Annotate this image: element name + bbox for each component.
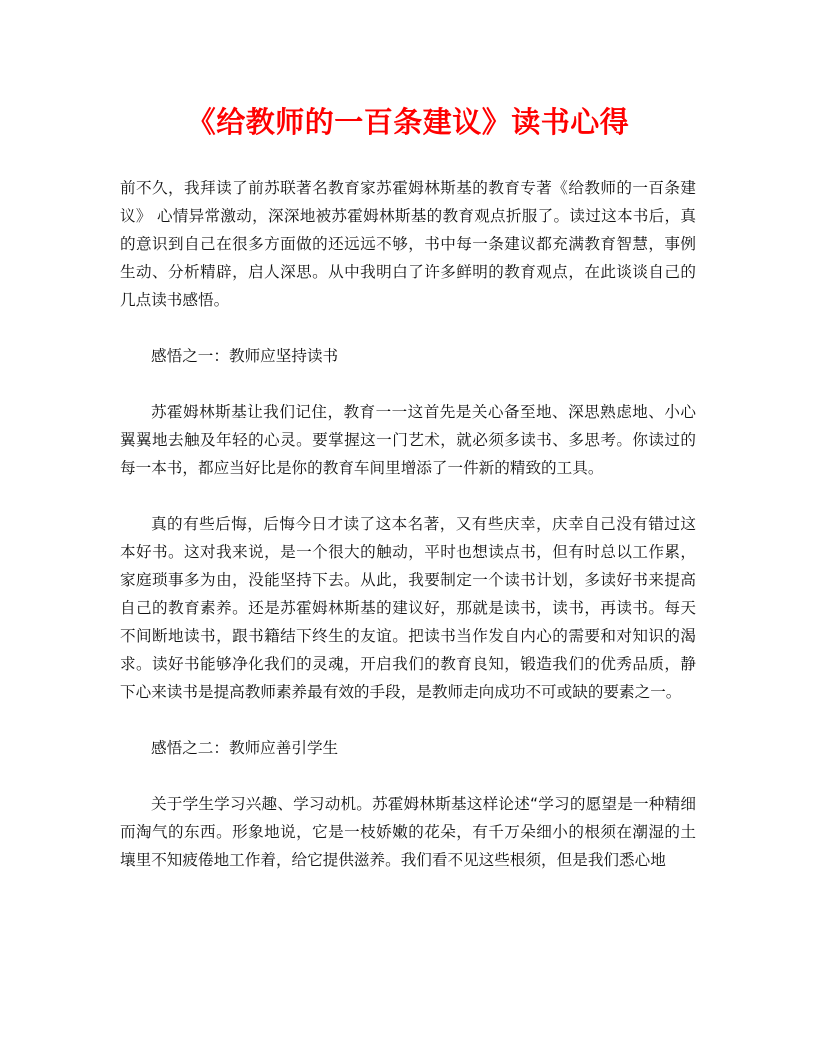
document-title: 《给教师的一百条建议》读书心得 — [186, 105, 630, 139]
document-body — [120, 174, 696, 902]
body-paragraph: 真的有些后悔，后悔今日才读了这本名著，又有些庆幸，庆幸自己没有错过这本好书。这对我来说，是一个很大的触动，平时也想读点书，但有时总以工作累，家庭琐事多为由，没能坚持下去。从此，我要制定一个读书计划，多读好书来提高自己的教育素养。还是苏霍姆林斯基的建议好，那就是读书，读书，再读书。每天不间断地读书，跟书籍结下终生的友谊。把读书当作发自内心的需要和对知识的渴求。读好书能够净化我们的灵魂，开启我们的教育良知，锻造我们的优秀品质，静下心来读书是提高教师素养最有效的手段，是教师走向成功不可或缺的要素之一。 — [120, 515, 696, 701]
section-heading-2: 感悟之二：教师应善引学生 — [151, 739, 339, 757]
intro-paragraph: 前不久，我拜读了前苏联著名教育家苏霍姆林斯基的教育专著《给教师的一百条建议》 心情异常激动，深深地被苏霍姆林斯基的教育观点折服了。读过这本书后，真的意识到自己在很多方面做的还远远不够，书中每一条建议都充满教育智慧，事例生动、分析精辟，启人深思。从中我明白了许多鲜明的教育观点，在此谈谈自己的几点读书感悟。 — [120, 179, 696, 309]
body-paragraph: 关于学生学习兴趣、学习动机。苏霍姆林斯基这样论述“学习的愿望是一种精细而淘气的东西。形象地说，它是一枝娇嫩的花朵，有千万朵细小的根须在潮湿的土壤里不知疲倦地工作着，给它提供滋养。我们看不见这些根须，但是我们悉心地 — [120, 795, 696, 869]
body-paragraph: 苏霍姆林斯基让我们记住，教育一一这首先是关心备至地、深思熟虑地、小心翼翼地去触及年轻的心灵。要掌握这一门艺术，就必须多读书、多思考。你读过的每一本书，都应当好比是你的教育车间里增添了一件新的精致的工具。 — [120, 403, 696, 477]
section-heading-1: 感悟之一：教师应坚持读书 — [151, 347, 339, 365]
